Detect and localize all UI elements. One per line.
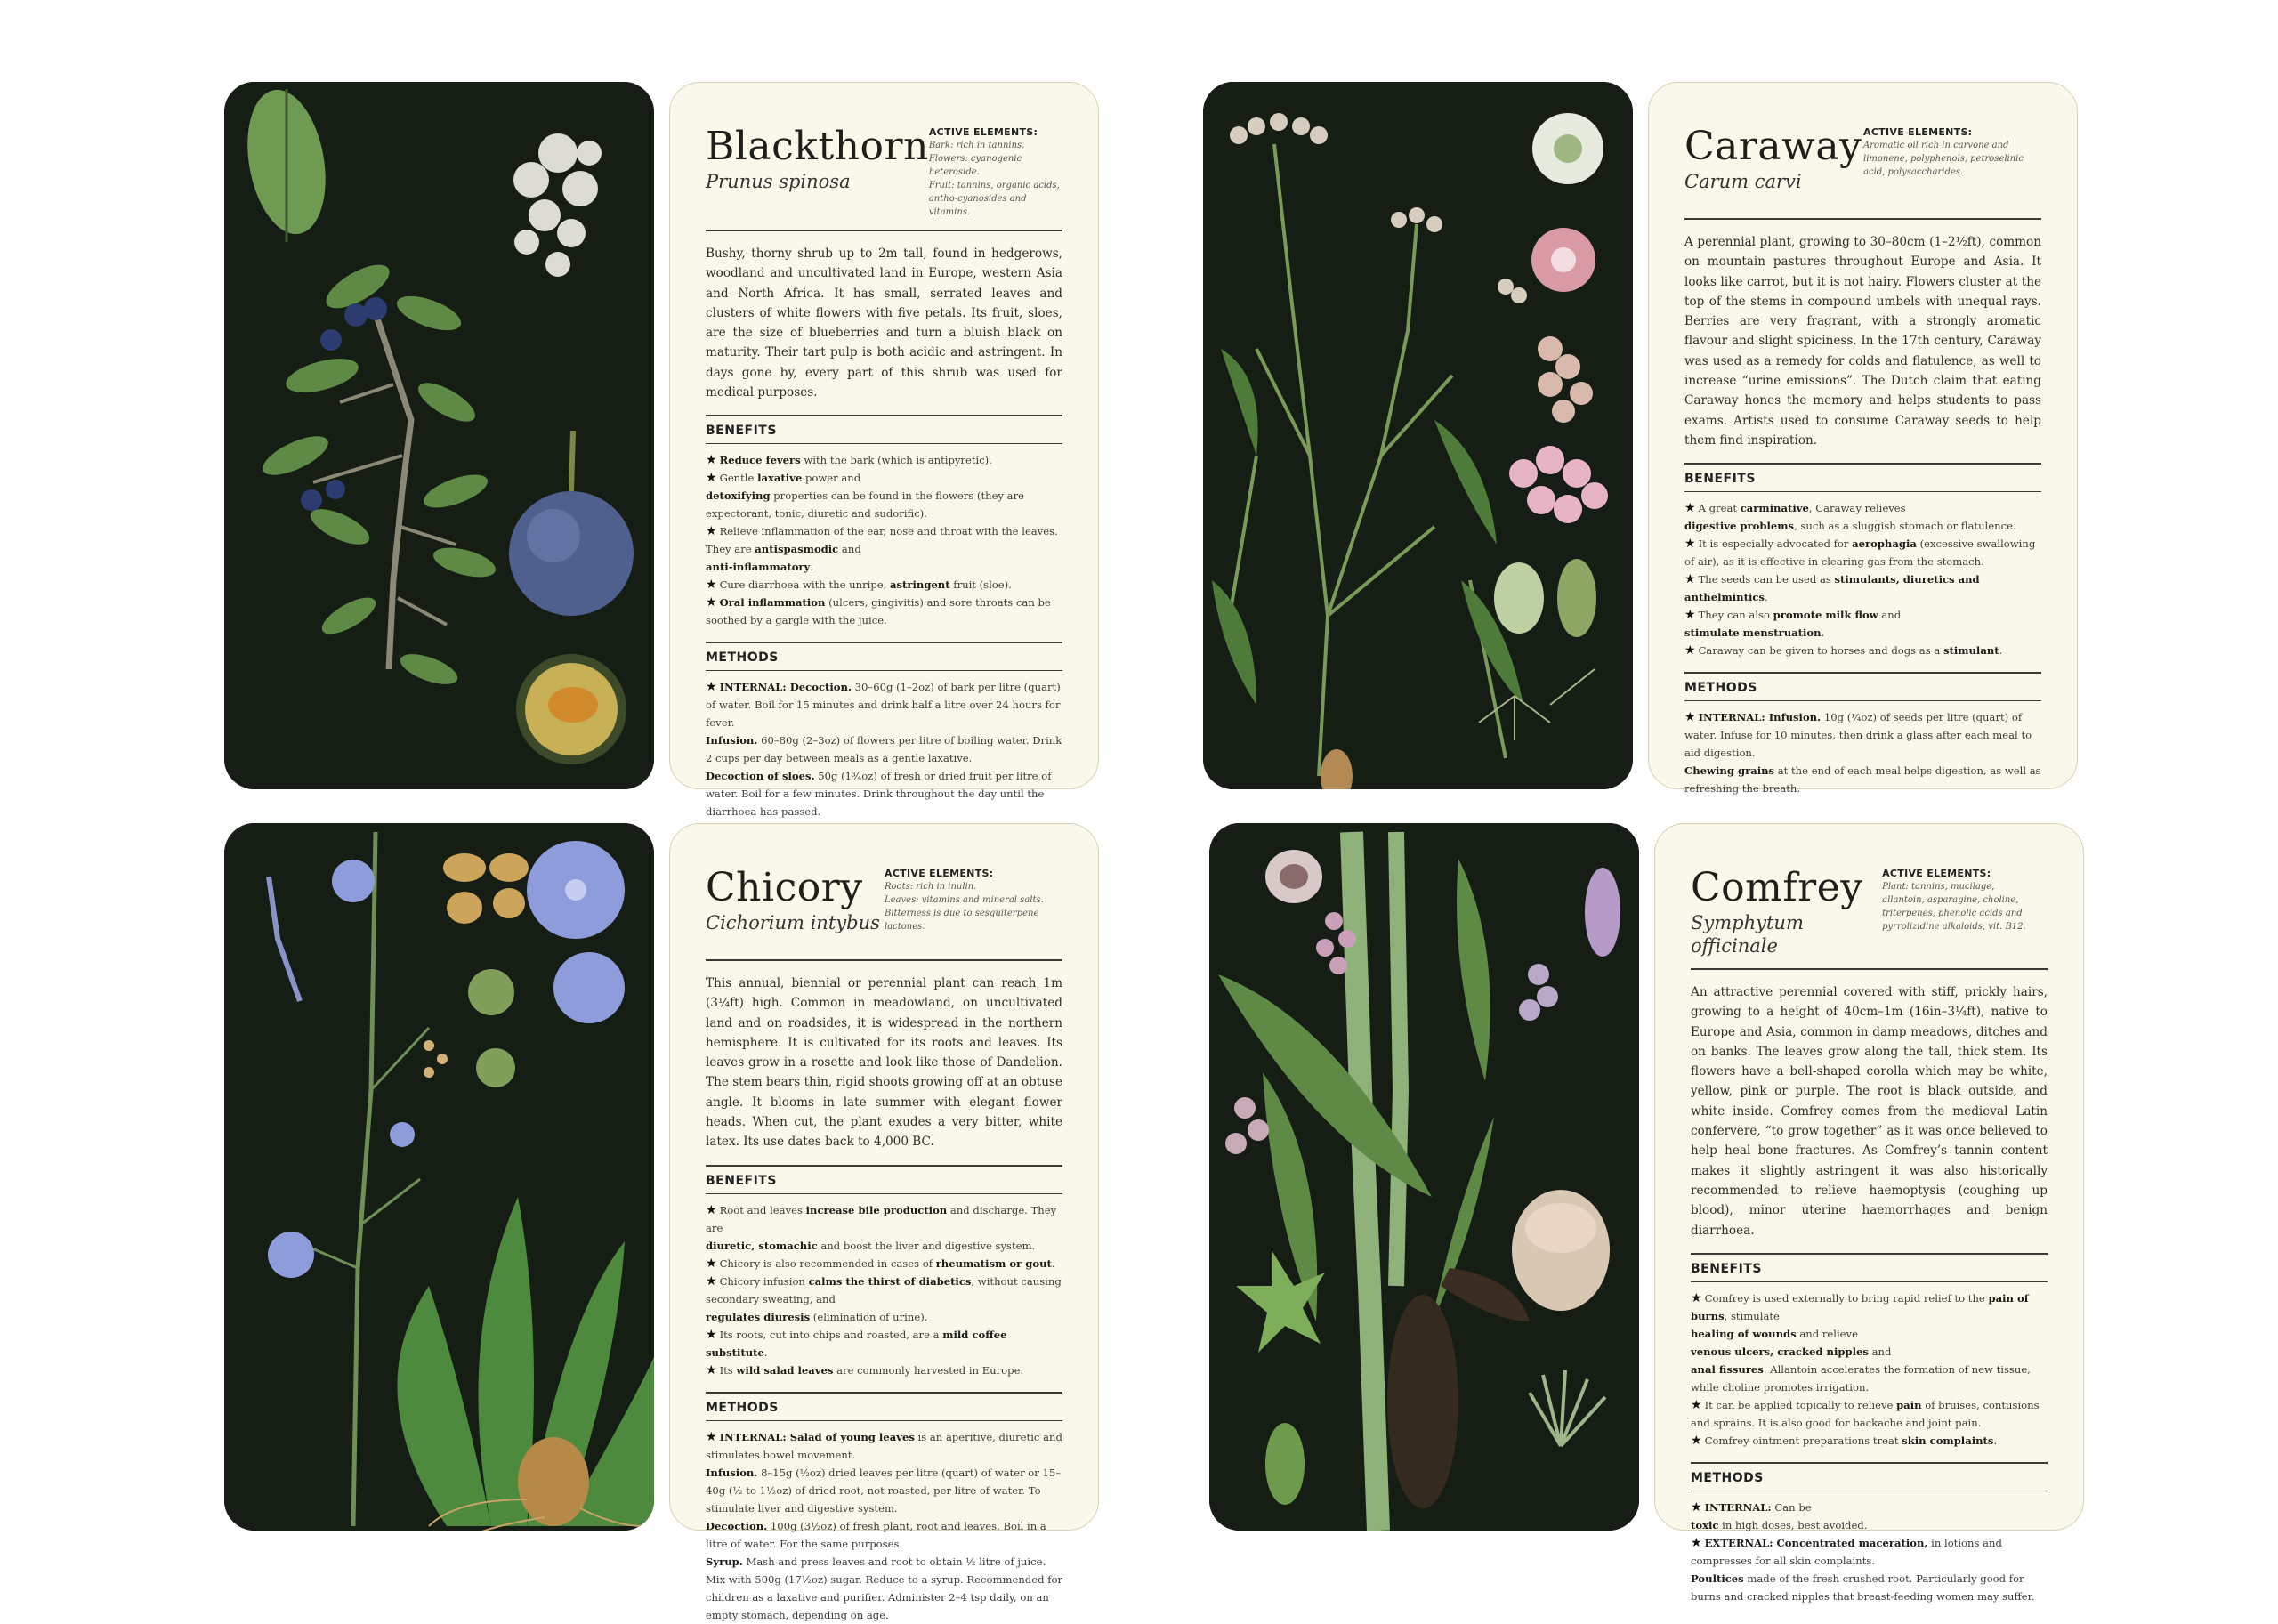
item-bold-text: pain of burns	[1691, 1291, 2029, 1322]
item-bold-text: Poultices	[1691, 1571, 1744, 1585]
list-item	[706, 1553, 1062, 1624]
list-item	[1691, 1534, 2048, 1570]
item-text: power and	[802, 472, 861, 485]
star-icon: ★	[1684, 572, 1696, 587]
star-icon: ★	[706, 680, 717, 695]
list-item	[706, 1326, 1062, 1361]
list-item	[1691, 1343, 2048, 1361]
item-bold-text: EXTERNAL: Concentrated maceration,	[1704, 1536, 1928, 1549]
item-bold-text: stimulate menstruation	[1684, 626, 1822, 640]
active-element-line: limonene, polyphenols, petroselinic	[1863, 154, 2024, 164]
item-text: and discharge. They are	[706, 1203, 1057, 1234]
item-text: It is especially advocated for	[1698, 537, 1853, 551]
item-text: .	[810, 561, 813, 574]
item-text: .	[763, 1345, 768, 1359]
item-text: are commonly harvested in Europe.	[833, 1363, 1024, 1377]
list-item	[706, 767, 1062, 820]
benefits-heading: BENEFITS	[1691, 1253, 2048, 1282]
item-bold-text: wild salad leaves	[736, 1363, 834, 1377]
item-bold-text: calms the thirst of diabetics	[808, 1274, 972, 1288]
item-text: properties can be found in the flowers (they are expectorant, tonic, diuretic and sudorific).	[706, 489, 1024, 521]
item-text: with the bark (which is antipyretic).	[800, 454, 992, 467]
item-bold-text: rheumatism or gout	[935, 1256, 1052, 1270]
list-item	[1691, 1499, 2048, 1516]
methods-list	[706, 678, 1062, 820]
active-elements	[1882, 867, 2048, 933]
active-elements	[885, 867, 1062, 933]
item-text: Comfrey is used externally to bring rapid relief to the	[1704, 1291, 1989, 1305]
list-item	[706, 469, 1062, 487]
benefits-list	[1684, 499, 2041, 659]
item-bold-text: pain	[1896, 1398, 1922, 1411]
list-item	[706, 594, 1062, 629]
active-element-line: allantoin, asparagine, choline,	[1882, 895, 2019, 905]
active-elements	[929, 125, 1062, 219]
card-latin-name: Prunus spinosa	[706, 171, 851, 192]
list-item	[706, 1273, 1062, 1308]
list-item	[1691, 1516, 2048, 1534]
item-bold-text: astringent	[889, 578, 950, 592]
card-title: Blackthorn	[706, 124, 929, 169]
item-text: Cure diarrhoea with the unripe,	[719, 578, 890, 592]
star-icon: ★	[1684, 710, 1696, 725]
item-text: Mash and press leaves and root to obtain ½ litre of juice. Mix with 500g (17½oz) sugar. Reduce to a syrup. Recommended for children as a laxative and purifier. Administer 2–4 tsp daily, on an empty stomach, depending on age.	[706, 1555, 1063, 1621]
list-item	[1684, 762, 2041, 797]
comfrey-photo	[1209, 823, 1639, 1531]
item-text: , Caraway relieves	[1808, 502, 1906, 515]
item-text: .	[1764, 591, 1768, 604]
list-item	[706, 1201, 1062, 1237]
card-description: A perennial plant, growing to 30–80cm (1–2½ft), common on mountain pastures throughout Europe and Asia. It looks like carrot, but it is not hairy. Flowers cluster at the top of the stems in compound umbels with unequal rays. Berries are very fragrant, with a strongly aromatic flavour and slight spiciness. In the 17th century, Caraway was used as a remedy for colds and flatulence, as well to increase “urine emissions”. The Dutch claim that eating Caraway hones the memory and helps students to pass exams. Artists used to consume Caraway seeds to help them find inspiration.	[1684, 235, 2041, 448]
item-text: of bruises, contusions and sprains. It is also good for backache and joint pain.	[1691, 1398, 2040, 1429]
item-bold-text: stimulant	[1943, 644, 1999, 658]
benefits-list	[706, 1201, 1062, 1379]
star-icon: ★	[1684, 501, 1696, 516]
blackthorn-illustration	[224, 82, 654, 789]
item-text: Its	[719, 1363, 737, 1377]
item-text: and	[1878, 609, 1902, 622]
benefits-heading: BENEFITS	[1684, 463, 2041, 492]
item-bold-text: healing of wounds	[1691, 1327, 1797, 1340]
item-bold-text: diuretic, stomachic	[706, 1239, 818, 1252]
methods-list	[1684, 708, 2041, 797]
item-bold-text: mild coffee substitute	[706, 1328, 1007, 1359]
star-icon: ★	[1691, 1433, 1702, 1448]
star-icon: ★	[1691, 1397, 1702, 1412]
item-text: Root and leaves	[719, 1203, 806, 1216]
card-title: Caraway	[1684, 124, 1862, 169]
card-description: This annual, biennial or perennial plant can reach 1m (3¼ft) high. Common in meadowland, on uncultivated land and on roadsides, it is widespread in the northern hemisphere. It is cultivated for its roots and leaves. Its leaves grow in a rosette and look like those of Dandelion. The stem bears thin, rigid shoots growing off at an obtuse angle. It blooms in late summer with elegant flower heads. When cut, the plant exudes a very bitter, white latex. Its use dates back to 4,000 BC.	[706, 976, 1062, 1150]
item-text: .	[1993, 1434, 1998, 1447]
item-text: . Allantoin accelerates the formation of new tissue, while choline promotes irrigation.	[1691, 1362, 2031, 1394]
list-item	[1684, 624, 2041, 642]
star-icon: ★	[1684, 643, 1696, 658]
item-bold-text: laxative	[757, 472, 803, 485]
list-item	[1684, 535, 2041, 570]
list-item	[706, 487, 1062, 522]
caraway-illustration	[1203, 82, 1633, 789]
item-text: and	[1868, 1345, 1892, 1358]
item-text: Chicory infusion	[719, 1274, 809, 1288]
list-item	[1691, 1570, 2048, 1605]
item-text: .	[1821, 626, 1825, 640]
item-text: at the end of each meal helps digestion, as well as refreshing the breath.	[1684, 764, 2041, 796]
star-icon: ★	[706, 1256, 717, 1271]
item-text: is an aperitive, diuretic and stimulates bowel movement.	[706, 1430, 1062, 1461]
list-item	[1691, 1396, 2048, 1432]
item-text: They can also	[1698, 609, 1773, 622]
list-item	[706, 451, 1062, 469]
item-text: Its roots, cut into chips and roasted, are a	[719, 1328, 943, 1341]
star-icon: ★	[706, 1362, 717, 1378]
list-item	[706, 522, 1062, 558]
card-description: Bushy, thorny shrub up to 2m tall, found in hedgerows, woodland and uncultivated land in Europe, western Asia and North Africa. It has small, serrated leaves and clusters of white flowers with five petals. Its fruit, sloes, are the size of blueberries and turn a bluish black on maturity. Their tart pulp is both acidic and astringent. In days gone by, every part of this shrub was used for medical purposes.	[706, 246, 1062, 400]
item-bold-text: Infusion.	[706, 1466, 758, 1479]
item-bold-text: Reduce fevers	[719, 454, 801, 467]
chicory-card	[669, 823, 1099, 1621]
item-text: , without causing secondary sweating, and	[706, 1274, 1062, 1305]
star-icon: ★	[1691, 1290, 1702, 1305]
star-icon: ★	[706, 471, 717, 486]
item-text: The seeds can be used as	[1698, 573, 1835, 586]
list-item	[1684, 708, 2041, 762]
item-text: Chicory is also recommended in cases of	[719, 1256, 936, 1270]
list-item	[706, 678, 1062, 731]
card-latin-name: Carum carvi	[1684, 171, 1802, 192]
item-bold-text: carminative	[1740, 502, 1809, 515]
list-item	[1684, 642, 2041, 659]
item-bold-text: Syrup.	[706, 1555, 743, 1568]
list-item	[1691, 1432, 2048, 1450]
list-item	[706, 1517, 1062, 1553]
item-bold-text: Decoction of sloes.	[706, 770, 815, 783]
list-item	[706, 1361, 1062, 1379]
list-item	[1684, 517, 2041, 535]
item-text: 50g (1¾oz) of fresh or dried fruit per litre of water. Boil for a few minutes. Drink throughout the day until the diarrhoea has passed.	[706, 770, 1052, 819]
list-item	[1684, 499, 2041, 517]
item-bold-text: venous ulcers, cracked nipples	[1691, 1345, 1869, 1358]
item-text: 8–15g (½oz) dried leaves per litre (quart) of water or 15–40g (½ to 1½oz) of dried root, not roasted, per litre of water. To stimulate liver and digestive system.	[706, 1466, 1062, 1515]
card-title: Chicory	[706, 865, 863, 910]
list-item	[706, 1255, 1062, 1273]
star-icon: ★	[1684, 608, 1696, 623]
item-bold-text: stimulants, diuretics and anthelmintics	[1684, 573, 1980, 604]
active-element-line: Bitterness is due to sesquiterpene	[885, 909, 1039, 918]
item-text: 60–80g (2–3oz) of flowers per litre of boiling water. Drink 2 cups per day between meals as a gentle laxative.	[706, 734, 1062, 765]
star-icon: ★	[1691, 1499, 1702, 1515]
item-text: Relieve inflammation of the ear, nose and throat with the leaves. They are	[706, 525, 1058, 556]
item-text: (ulcers, gingivitis) and sore throats can be soothed by a gargle with the juice.	[706, 596, 1051, 627]
list-item	[1684, 570, 2041, 606]
active-element-line: Roots: rich in inulin.	[885, 882, 977, 892]
card-latin-name: Symphytum officinale	[1691, 912, 1804, 957]
caraway-card	[1648, 82, 2078, 796]
item-text: in high doses, best avoided.	[1718, 1518, 1868, 1531]
item-bold-text: detoxifying	[706, 489, 771, 503]
item-bold-text: increase bile production	[805, 1203, 948, 1216]
item-text: and relieve	[1796, 1327, 1858, 1340]
item-text: 100g (3½oz) of fresh plant, root and leaves. Boil in a litre of water. For the same purposes.	[706, 1519, 1046, 1550]
active-element-line: Leaves: vitamins and mineral salts.	[885, 895, 1044, 905]
item-bold-text: regulates diuresis	[706, 1310, 811, 1323]
active-elements	[1863, 125, 2041, 179]
caraway-photo	[1203, 82, 1633, 789]
methods-heading: METHODS	[1691, 1462, 2048, 1491]
list-item	[1691, 1325, 2048, 1343]
active-element-line: triterpenes, phenolic acids and	[1882, 909, 2023, 918]
active-element-line: Fruit: tannins, organic acids,	[928, 181, 1060, 190]
star-icon: ★	[1691, 1535, 1702, 1550]
item-bold-text: toxic	[1691, 1518, 1719, 1531]
item-text: Gentle	[719, 472, 758, 485]
star-icon: ★	[706, 524, 717, 539]
methods-heading: METHODS	[1684, 672, 2041, 701]
active-element-line: Flowers: cyanogenic heteroside.	[928, 154, 1022, 177]
active-element-line: Plant: tannins, mucilage,	[1882, 882, 1995, 892]
item-bold-text: aerophagia	[1852, 537, 1917, 551]
item-bold-text: anti-inflammatory	[706, 561, 811, 574]
item-bold-text: promote milk flow	[1773, 609, 1878, 622]
active-element-line: acid, polysaccharides.	[1863, 167, 1964, 177]
item-text: in lotions and compresses for all skin complaints.	[1691, 1536, 2002, 1567]
active-element-line: lactones.	[885, 922, 925, 932]
card-header	[706, 867, 1062, 961]
star-icon: ★	[706, 1273, 717, 1289]
comfrey-card	[1654, 823, 2084, 1603]
card-latin-name: Cichorium intybus	[706, 912, 880, 933]
chicory-photo	[224, 823, 654, 1531]
active-element-line: Aromatic oil rich in carvone and	[1863, 141, 2009, 150]
item-bold-text: INTERNAL:	[1704, 1500, 1772, 1514]
active-element-line: pyrrolizidine alkaloids, vit. B12.	[1882, 922, 2026, 932]
list-item	[706, 731, 1062, 767]
blackthorn-card	[669, 82, 1099, 819]
item-text: (elimination of urine).	[810, 1310, 928, 1323]
methods-heading: METHODS	[706, 1392, 1062, 1421]
list-item	[706, 1308, 1062, 1326]
active-element-line: Bark: rich in tannins.	[928, 141, 1025, 150]
list-item	[706, 1237, 1062, 1255]
card-title: Comfrey	[1691, 865, 1863, 910]
benefits-list	[706, 451, 1062, 629]
item-text: fruit (sloe).	[949, 578, 1012, 592]
star-icon: ★	[706, 578, 717, 593]
comfrey-illustration	[1209, 823, 1639, 1531]
item-text: 30–60g (1–2oz) of bark per litre (quart) of water. Boil for 15 minutes and drink half a litre over 24 hours for fever.	[706, 681, 1061, 730]
benefits-list	[1691, 1289, 2048, 1450]
item-bold-text: antispasmodic	[755, 543, 839, 556]
item-bold-text: INTERNAL: Salad of young leaves	[719, 1430, 915, 1443]
list-item	[1691, 1289, 2048, 1325]
card-header	[706, 125, 1062, 231]
item-bold-text: INTERNAL: Decoction.	[719, 681, 852, 694]
star-icon: ★	[706, 1429, 717, 1444]
item-bold-text: Decoction.	[706, 1519, 768, 1532]
item-bold-text: anal fissures	[1691, 1362, 1764, 1376]
item-text: It can be applied topically to relieve	[1704, 1398, 1897, 1411]
star-icon: ★	[1684, 537, 1696, 552]
card-description: An attractive perennial covered with stiff, prickly hairs, growing to a height of 40cm–1m (16in–3¼ft), native to Europe and Asia, common in damp meadows, ditches and on banks. The leaves grow along the tall, thick stem. Its flowers have a bell-shaped corolla which may be white, yellow, pink or purple. The root is black outside, and white inside. Comfrey comes from the medieval Latin confervere, “to grow together” as it was once believed to help heal bone fractures. As Comfrey’s tannin content makes it slightly astringent it was also historically recommended to relieve haemoptysis (coughing up blood), minor uterine haemorrhages and benign diarrhoea.	[1691, 985, 2048, 1238]
item-bold-text: Chewing grains	[1684, 764, 1775, 778]
star-icon: ★	[706, 1327, 717, 1342]
card-header	[1691, 867, 2048, 970]
item-text: Caraway can be given to horses and dogs as a	[1698, 644, 1943, 658]
item-text: (excessive swallowing of air), as it is effective in clearing gas from the stomach.	[1684, 537, 2036, 569]
list-item	[706, 1428, 1062, 1464]
star-icon: ★	[706, 595, 717, 610]
item-text: .	[1999, 644, 2003, 658]
list-item	[1684, 606, 2041, 624]
star-icon: ★	[706, 453, 717, 468]
item-bold-text: Infusion.	[706, 734, 758, 747]
chicory-illustration	[224, 823, 654, 1531]
active-elements-heading: ACTIVE ELEMENTS:	[928, 126, 1038, 138]
active-elements-heading: ACTIVE ELEMENTS:	[1863, 126, 1973, 138]
item-text: and boost the liver and digestive system.	[817, 1239, 1036, 1252]
item-text: and	[838, 543, 861, 556]
item-bold-text: Oral inflammation	[719, 596, 826, 610]
item-text: A great	[1698, 502, 1741, 515]
list-item	[706, 1464, 1062, 1517]
star-icon: ★	[706, 1202, 717, 1217]
active-element-line: antho-cyanosides and vitamins.	[928, 194, 1027, 217]
item-bold-text: INTERNAL: Infusion.	[1698, 711, 1822, 724]
active-elements-heading: ACTIVE ELEMENTS:	[885, 868, 994, 879]
benefits-heading: BENEFITS	[706, 1165, 1062, 1194]
item-text: , stimulate	[1724, 1309, 1780, 1322]
item-text: Can be	[1771, 1500, 1812, 1514]
card-header	[1684, 125, 2041, 220]
list-item	[706, 576, 1062, 594]
methods-heading: METHODS	[706, 642, 1062, 671]
list-item	[1691, 1361, 2048, 1396]
item-text: made of the fresh crushed root. Particularly good for burns and cracked nipples that breast-feeding women may suffer.	[1691, 1571, 2035, 1603]
item-text: Comfrey ointment preparations treat	[1704, 1434, 1902, 1447]
item-bold-text: digestive problems	[1684, 520, 1795, 533]
item-bold-text: skin complaints	[1902, 1434, 1994, 1447]
item-text: .	[1051, 1256, 1055, 1270]
methods-list	[706, 1428, 1062, 1624]
item-text: , such as a sluggish stomach or flatulence.	[1794, 520, 2016, 533]
list-item	[706, 558, 1062, 576]
blackthorn-photo	[224, 82, 654, 789]
benefits-heading: BENEFITS	[706, 415, 1062, 444]
active-elements-heading: ACTIVE ELEMENTS:	[1882, 868, 1991, 879]
item-text: 10g (¼oz) of seeds per litre (quart) of water. Infuse for 10 minutes, then drink a glass after each meal to aid digestion.	[1684, 711, 2032, 760]
methods-list	[1691, 1499, 2048, 1605]
